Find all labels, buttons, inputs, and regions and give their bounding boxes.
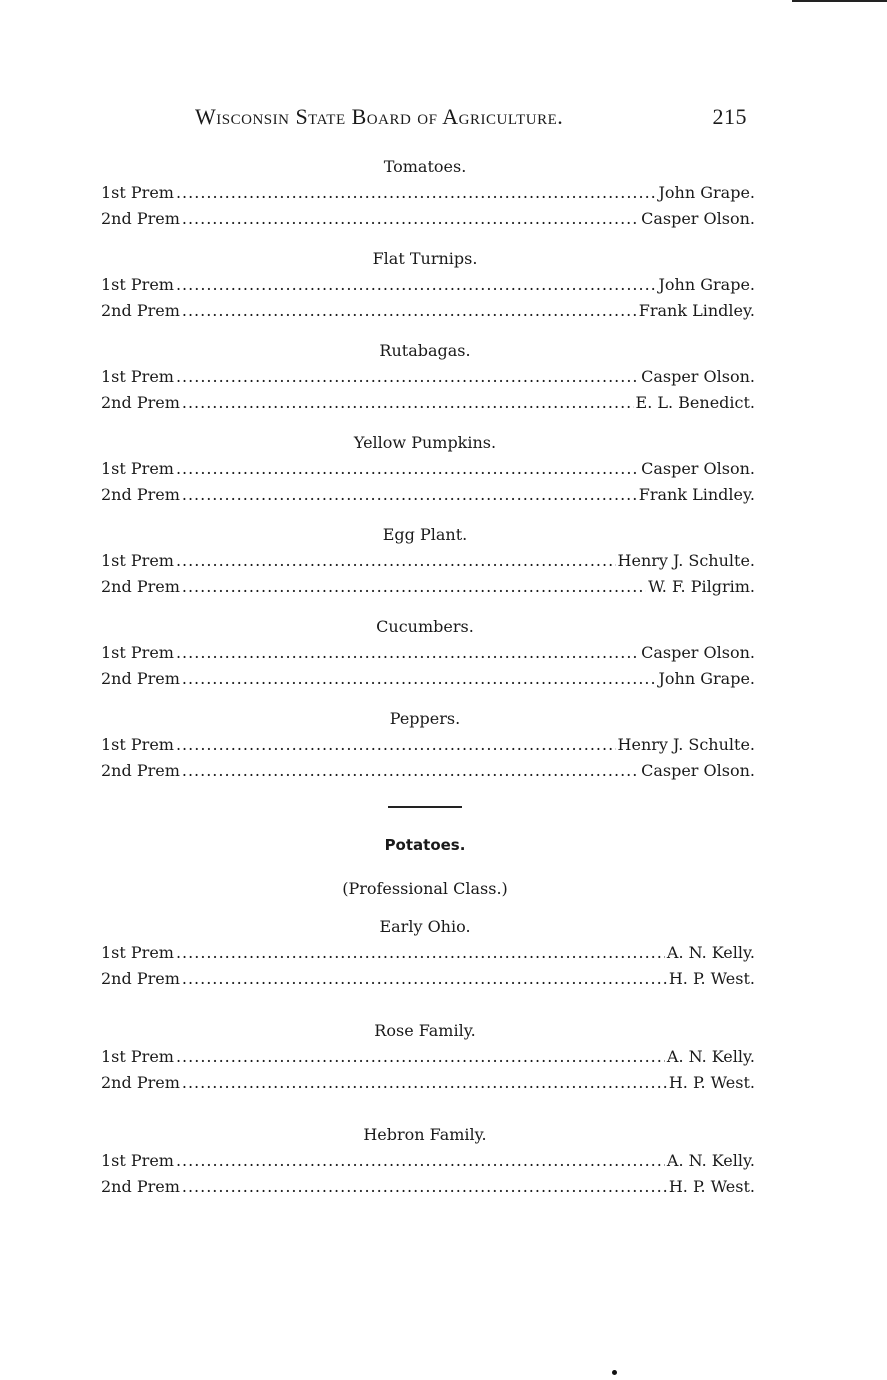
winner-name: H. P. West.: [668, 969, 755, 988]
scan-edge-mark: [792, 0, 887, 2]
section-title: Rutabagas.: [379, 341, 471, 360]
winner-name: E. L. Benedict.: [635, 393, 755, 412]
dot-leader: [182, 666, 657, 692]
dot-leader: [176, 940, 665, 966]
prize-label: 1st Prem: [101, 643, 174, 662]
premium-row: [95, 666, 755, 692]
premium-row: [95, 180, 755, 206]
dot-leader: [176, 548, 616, 574]
running-head: [95, 100, 755, 136]
section-title: Flat Turnips.: [372, 249, 478, 268]
winner-name: Casper Olson.: [641, 209, 755, 228]
prize-label: 1st Prem: [101, 943, 174, 962]
prize-label: 2nd Prem: [101, 209, 180, 228]
prize-label: 1st Prem: [101, 551, 174, 570]
prize-label: 2nd Prem: [101, 485, 180, 504]
prize-label: 2nd Prem: [101, 393, 180, 412]
premium-section: [95, 614, 755, 692]
prize-label: 1st Prem: [101, 367, 174, 386]
premium-row: [95, 940, 755, 966]
prize-label: 2nd Prem: [101, 301, 180, 320]
premium-section: [95, 154, 755, 232]
prize-label: 2nd Prem: [101, 969, 180, 988]
premium-section: [95, 522, 755, 600]
premium-row: [95, 482, 755, 508]
section-title: Rose Family.: [374, 1021, 476, 1040]
section-title: Early Ohio.: [379, 917, 471, 936]
dot-leader: [176, 732, 616, 758]
prize-label: 1st Prem: [101, 735, 174, 754]
winner-name: John Grape.: [658, 275, 755, 294]
winner-name: John Grape.: [658, 183, 755, 202]
prize-label: 1st Prem: [101, 459, 174, 478]
premium-row: [95, 390, 755, 416]
winner-name: Henry J. Schulte.: [617, 551, 755, 570]
winner-name: Casper Olson.: [641, 367, 755, 386]
premium-row: [95, 1070, 755, 1096]
winner-name: Frank Lindley.: [638, 485, 755, 504]
page-number: 215: [712, 104, 747, 129]
premium-row: [95, 206, 755, 232]
premium-row: [95, 364, 755, 390]
dot-leader: [182, 482, 637, 508]
winner-name: Casper Olson.: [641, 761, 755, 780]
dot-leader: [182, 390, 634, 416]
premium-row: [95, 732, 755, 758]
prize-label: 1st Prem: [101, 183, 174, 202]
section-title: Egg Plant.: [382, 525, 468, 544]
section-title: Peppers.: [389, 709, 461, 728]
dot-leader: [176, 180, 657, 206]
winner-name: Frank Lindley.: [638, 301, 755, 320]
class-label: (Professional Class.): [342, 879, 508, 898]
dot-leader: [182, 1070, 667, 1096]
section-title: Tomatoes.: [383, 157, 467, 176]
section-title: Yellow Pumpkins.: [353, 433, 497, 452]
premium-section: [95, 430, 755, 508]
dot-leader: [182, 966, 667, 992]
dot-leader: [182, 758, 639, 784]
winner-name: A. N. Kelly.: [666, 943, 755, 962]
prize-label: 2nd Prem: [101, 761, 180, 780]
prize-label: 2nd Prem: [101, 1177, 180, 1196]
dot-leader: [182, 298, 637, 324]
premium-row: [95, 758, 755, 784]
section-title: Hebron Family.: [363, 1125, 487, 1144]
premium-row: [95, 574, 755, 600]
premium-row: [95, 1174, 755, 1200]
prize-label: 2nd Prem: [101, 669, 180, 688]
prize-label: 1st Prem: [101, 1151, 174, 1170]
premium-section: [95, 1122, 755, 1200]
winner-name: Casper Olson.: [641, 643, 755, 662]
winner-name: W. F. Pilgrim.: [648, 577, 755, 596]
winner-name: A. N. Kelly.: [666, 1151, 755, 1170]
running-head-title: Wisconsin State Board of Agriculture.: [195, 104, 564, 129]
premium-section: [95, 246, 755, 324]
prize-label: 2nd Prem: [101, 1073, 180, 1092]
premium-row: [95, 966, 755, 992]
premium-row: [95, 640, 755, 666]
dot-leader: [182, 1174, 667, 1200]
dot-leader: [176, 1044, 665, 1070]
dot-leader: [176, 456, 639, 482]
winner-name: H. P. West.: [668, 1073, 755, 1092]
premium-row: [95, 548, 755, 574]
premium-row: [95, 456, 755, 482]
winner-name: John Grape.: [658, 669, 755, 688]
premium-row: [95, 272, 755, 298]
premium-section: [95, 914, 755, 992]
page: [95, 100, 755, 1200]
dot-leader: [182, 574, 646, 600]
dot-leader: [176, 272, 657, 298]
potato-premium-list: [95, 914, 755, 1200]
winner-name: Casper Olson.: [641, 459, 755, 478]
section-divider: [388, 806, 462, 808]
vegetable-premium-list: [95, 154, 755, 784]
dot-leader: [176, 640, 639, 666]
section-title: Cucumbers.: [376, 617, 474, 636]
prize-label: 1st Prem: [101, 275, 174, 294]
winner-name: A. N. Kelly.: [666, 1047, 755, 1066]
potatoes-heading: Potatoes.: [384, 836, 466, 854]
prize-label: 1st Prem: [101, 1047, 174, 1066]
dot-leader: [176, 364, 639, 390]
dot-leader: [176, 1148, 665, 1174]
dot-leader: [182, 206, 639, 232]
prize-label: 2nd Prem: [101, 577, 180, 596]
premium-section: [95, 1018, 755, 1096]
premium-row: [95, 1044, 755, 1070]
premium-row: [95, 298, 755, 324]
ink-spot: [612, 1370, 617, 1375]
winner-name: H. P. West.: [668, 1177, 755, 1196]
premium-section: [95, 706, 755, 784]
premium-row: [95, 1148, 755, 1174]
winner-name: Henry J. Schulte.: [617, 735, 755, 754]
premium-section: [95, 338, 755, 416]
